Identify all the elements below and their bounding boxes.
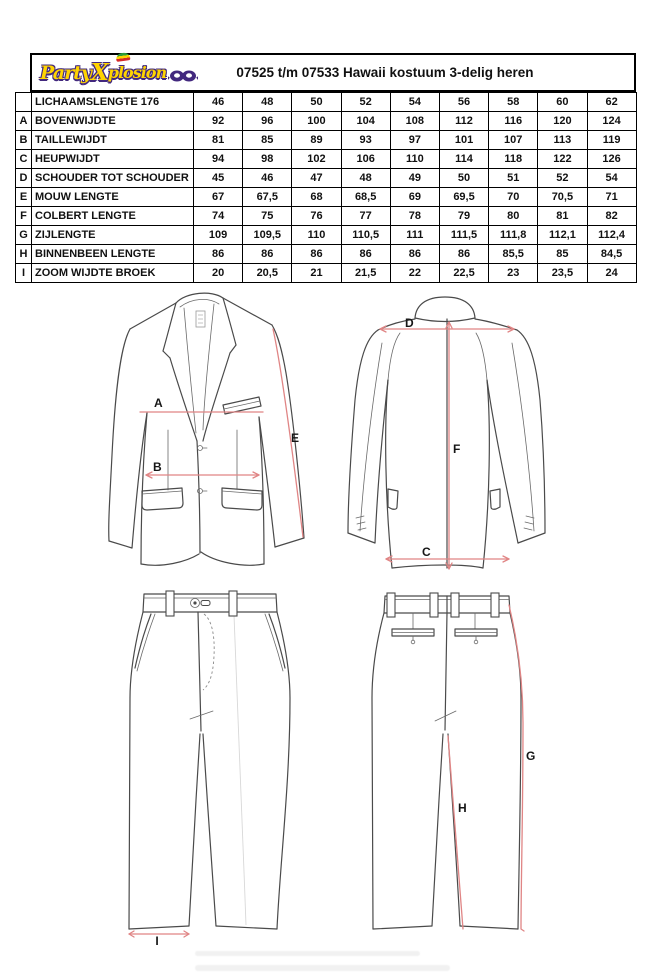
- value-cell: 93: [341, 131, 390, 150]
- size-table: [15, 92, 637, 283]
- row-label: SCHOUDER TOT SCHOUDER: [32, 169, 194, 188]
- value-cell: 70: [489, 188, 538, 207]
- value-cell: 22: [390, 264, 439, 283]
- document-title: 07525 t/m 07533 Hawaii kostuum 3-delig heren: [236, 65, 534, 80]
- value-cell: 97: [390, 131, 439, 150]
- value-cell: 112,4: [587, 226, 636, 245]
- value-cell: 20: [194, 264, 243, 283]
- jacket-front-diagram: [100, 285, 320, 575]
- size-col-header: 50: [292, 93, 341, 112]
- row-letter: D: [16, 169, 32, 188]
- value-cell: 101: [439, 131, 488, 150]
- row-label: COLBERT LENGTE: [32, 207, 194, 226]
- value-cell: 92: [194, 112, 243, 131]
- value-cell: 124: [587, 112, 636, 131]
- value-cell: 52: [538, 169, 587, 188]
- size-col-header: 56: [439, 93, 488, 112]
- value-cell: 86: [390, 245, 439, 264]
- value-cell: 49: [390, 169, 439, 188]
- value-cell: 74: [194, 207, 243, 226]
- value-cell: 79: [439, 207, 488, 226]
- value-cell: 94: [194, 150, 243, 169]
- value-cell: 111: [390, 226, 439, 245]
- table-header-row: [16, 93, 637, 112]
- corner-cell: [16, 93, 32, 112]
- measure-row: [16, 188, 637, 207]
- value-cell: 102: [292, 150, 341, 169]
- value-cell: 122: [538, 150, 587, 169]
- value-cell: 116: [489, 112, 538, 131]
- value-cell: 110,5: [341, 226, 390, 245]
- value-cell: 86: [292, 245, 341, 264]
- value-cell: 67: [194, 188, 243, 207]
- value-cell: 110: [292, 226, 341, 245]
- value-cell: 89: [292, 131, 341, 150]
- size-col-header: 46: [194, 93, 243, 112]
- row-letter: B: [16, 131, 32, 150]
- pants-front-diagram: [110, 588, 310, 968]
- value-cell: 118: [489, 150, 538, 169]
- measure-row: [16, 207, 637, 226]
- logo-text-x: X: [90, 59, 108, 86]
- jacket-back-diagram: [330, 285, 560, 575]
- value-cell: 113: [538, 131, 587, 150]
- measure-label-d: D: [405, 316, 414, 330]
- value-cell: 67,5: [243, 188, 292, 207]
- value-cell: 68: [292, 188, 341, 207]
- measure-row: [16, 226, 637, 245]
- value-cell: 76: [292, 207, 341, 226]
- size-col-header: 62: [587, 93, 636, 112]
- value-cell: 78: [390, 207, 439, 226]
- row-label: BOVENWIJDTE: [32, 112, 194, 131]
- value-cell: 98: [243, 150, 292, 169]
- row-letter: C: [16, 150, 32, 169]
- value-cell: 48: [341, 169, 390, 188]
- size-col-header: 54: [390, 93, 439, 112]
- measure-row: [16, 150, 637, 169]
- value-cell: 69,5: [439, 188, 488, 207]
- value-cell: 112,1: [538, 226, 587, 245]
- value-cell: 108: [390, 112, 439, 131]
- value-cell: 86: [341, 245, 390, 264]
- value-cell: 54: [587, 169, 636, 188]
- value-cell: 84,5: [587, 245, 636, 264]
- brand-logo: [32, 59, 200, 86]
- row-label: ZOOM WIJDTE BROEK: [32, 264, 194, 283]
- row-letter: I: [16, 264, 32, 283]
- faint-footer-print: [195, 951, 420, 956]
- row-letter: E: [16, 188, 32, 207]
- size-col-header: 58: [489, 93, 538, 112]
- value-cell: 119: [587, 131, 636, 150]
- value-cell: 21,5: [341, 264, 390, 283]
- value-cell: 45: [194, 169, 243, 188]
- measure-row: [16, 169, 637, 188]
- value-cell: 20,5: [243, 264, 292, 283]
- row-letter: F: [16, 207, 32, 226]
- measure-label-b: B: [153, 460, 162, 474]
- value-cell: 111,8: [489, 226, 538, 245]
- value-cell: 81: [538, 207, 587, 226]
- row-letter: H: [16, 245, 32, 264]
- value-cell: 120: [538, 112, 587, 131]
- rainbow-flag-icon: [116, 52, 131, 62]
- value-cell: 23,5: [538, 264, 587, 283]
- value-cell: 22,5: [439, 264, 488, 283]
- row-letter: G: [16, 226, 32, 245]
- measure-row: [16, 245, 637, 264]
- measure-label-c: C: [422, 545, 431, 559]
- faint-footer-print: [195, 965, 450, 971]
- value-cell: 69: [390, 188, 439, 207]
- logo-text-party: Party: [40, 61, 91, 84]
- value-cell: 46: [243, 169, 292, 188]
- value-cell: 106: [341, 150, 390, 169]
- measure-row: [16, 131, 637, 150]
- value-cell: 85: [243, 131, 292, 150]
- measure-label-i: I: [155, 934, 159, 948]
- value-cell: 96: [243, 112, 292, 131]
- row-label: ZIJLENGTE: [32, 226, 194, 245]
- value-cell: 71: [587, 188, 636, 207]
- value-cell: 24: [587, 264, 636, 283]
- measure-row: [16, 264, 637, 283]
- value-cell: 112: [439, 112, 488, 131]
- value-cell: 104: [341, 112, 390, 131]
- value-cell: 85: [538, 245, 587, 264]
- value-cell: 107: [489, 131, 538, 150]
- value-cell: 86: [194, 245, 243, 264]
- value-cell: 50: [439, 169, 488, 188]
- measure-label-e: E: [291, 431, 300, 445]
- header-box: [30, 53, 636, 92]
- value-cell: 75: [243, 207, 292, 226]
- value-cell: 86: [243, 245, 292, 264]
- body-length-header: LICHAAMSLENGTE 176: [32, 93, 194, 112]
- value-cell: 85,5: [489, 245, 538, 264]
- size-col-header: 60: [538, 93, 587, 112]
- size-col-header: 52: [341, 93, 390, 112]
- row-label: BINNENBEEN LENGTE: [32, 245, 194, 264]
- value-cell: 126: [587, 150, 636, 169]
- pants-back-diagram: [358, 588, 558, 968]
- measure-label-f: F: [453, 442, 461, 456]
- party-mask-icon: [168, 69, 198, 83]
- value-cell: 80: [489, 207, 538, 226]
- value-cell: 81: [194, 131, 243, 150]
- value-cell: 21: [292, 264, 341, 283]
- measure-label-a: A: [154, 396, 163, 410]
- value-cell: 23: [489, 264, 538, 283]
- measure-label-g: G: [526, 749, 536, 763]
- value-cell: 109: [194, 226, 243, 245]
- value-cell: 111,5: [439, 226, 488, 245]
- row-letter: A: [16, 112, 32, 131]
- value-cell: 68,5: [341, 188, 390, 207]
- value-cell: 110: [390, 150, 439, 169]
- value-cell: 70,5: [538, 188, 587, 207]
- logo-text-plosion: plosion: [107, 63, 167, 82]
- value-cell: 86: [439, 245, 488, 264]
- value-cell: 77: [341, 207, 390, 226]
- row-label: HEUPWIJDT: [32, 150, 194, 169]
- measure-label-h: H: [458, 801, 467, 815]
- value-cell: 109,5: [243, 226, 292, 245]
- size-col-header: 48: [243, 93, 292, 112]
- measure-row: [16, 112, 637, 131]
- value-cell: 114: [439, 150, 488, 169]
- row-label: TAILLEWIJDT: [32, 131, 194, 150]
- value-cell: 100: [292, 112, 341, 131]
- value-cell: 47: [292, 169, 341, 188]
- value-cell: 82: [587, 207, 636, 226]
- value-cell: 51: [489, 169, 538, 188]
- row-label: MOUW LENGTE: [32, 188, 194, 207]
